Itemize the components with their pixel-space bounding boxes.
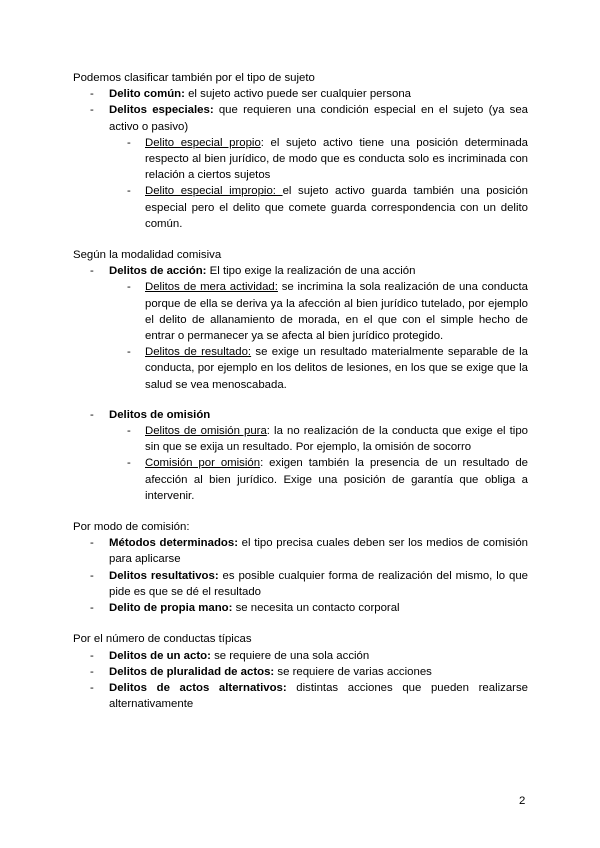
item-text: el tipo precisa cuales deben ser los medios de comisión para aplicarse	[109, 537, 528, 566]
list-item	[73, 263, 528, 279]
dash-bullet: -	[90, 104, 94, 117]
sub-item-term: Delitos de omisión pura	[145, 425, 267, 438]
list-item	[73, 680, 528, 712]
item-text: El tipo exige la realización de una acción	[206, 265, 416, 278]
section-heading: Por el número de conductas típicas	[73, 633, 252, 646]
dash-bullet: -	[90, 569, 94, 582]
sub-list-item	[73, 455, 528, 504]
bullet-list	[73, 407, 528, 504]
dash-bullet: -	[127, 457, 131, 470]
sub-item-term: Comisión por omisión	[145, 457, 261, 470]
item-term: Métodos determinados:	[109, 537, 238, 550]
dash-bullet: -	[90, 265, 94, 278]
list-item	[73, 664, 528, 680]
item-text: el sujeto activo puede ser cualquier persona	[184, 88, 411, 101]
item-text: es posible cualquier forma de realización del mismo, lo que pide es que se dé el resultado	[109, 569, 529, 598]
dash-bullet: -	[90, 665, 94, 678]
item-text: se requiere de varias acciones	[274, 665, 432, 678]
list-item	[73, 102, 528, 134]
list-item	[73, 535, 528, 567]
dash-bullet: -	[90, 649, 94, 662]
item-text: distintas acciones que pueden realizarse alternativamente	[109, 681, 528, 711]
item-text: se requiere de una sola acción	[210, 649, 370, 662]
section-numero-de-conductas	[73, 631, 528, 712]
dash-bullet: -	[90, 537, 94, 550]
section-modalidad-comisiva	[73, 247, 528, 504]
dash-bullet: -	[90, 602, 94, 615]
item-term: Delitos de pluralidad de actos:	[109, 665, 275, 678]
sub-list-item	[73, 344, 528, 393]
list-item	[73, 600, 528, 616]
sub-item-text: : la no realización de la conducta que exige el tipo sin que se exija un resultado. Por ejemplo, la omisión de socorro	[145, 425, 529, 454]
sub-list-item	[73, 183, 528, 232]
dash-bullet: -	[127, 185, 131, 198]
page-number: 2	[519, 795, 526, 807]
list-item	[73, 407, 528, 423]
sub-item-term: Delitos de resultado:	[145, 346, 252, 359]
sub-item-term: Delito especial propio	[145, 136, 261, 149]
bullet-list	[73, 263, 528, 393]
dash-bullet: -	[90, 681, 94, 694]
dash-bullet: -	[90, 88, 94, 101]
dash-bullet: -	[90, 408, 94, 421]
item-term: Delitos de omisión	[109, 408, 211, 421]
section-tipo-de-sujeto	[73, 70, 528, 232]
dash-bullet: -	[127, 136, 131, 149]
dash-bullet: -	[127, 346, 131, 359]
spacer	[73, 393, 528, 407]
item-term: Delitos resultativos:	[109, 569, 219, 582]
sub-item-text: el sujeto activo guarda también una posición especial pero el delito que comete guarda correspondencia con un delito común.	[145, 185, 528, 230]
item-term: Delitos de acción:	[109, 265, 207, 278]
sub-item-term: Delito especial impropio:	[145, 185, 283, 198]
item-text: se necesita un contacto corporal	[232, 602, 400, 615]
item-term: Delitos especiales:	[109, 104, 214, 117]
sub-list-item	[73, 279, 528, 344]
item-term: Delitos de un acto:	[109, 649, 211, 662]
sub-list-item	[73, 423, 528, 455]
section-heading: Según la modalidad comisiva	[73, 249, 222, 262]
sub-item-text: se incrimina la sola realización de una conducta porque de ella se deriva ya la afección al bien jurídico tutelado, por ejemplo el delito de allanamiento de morada, en el que con el simple hecho de entrar o permanecer ya se afecta al bien jurídico protegido.	[145, 281, 528, 343]
sub-item-term: Delitos de mera actividad:	[145, 281, 278, 294]
list-item	[73, 86, 528, 102]
list-item	[73, 648, 528, 664]
section-modo-de-comision	[73, 519, 528, 616]
bullet-list	[73, 535, 528, 616]
item-term: Delitos de actos alternativos:	[109, 681, 287, 694]
bullet-list	[73, 86, 528, 232]
sub-item-text: : exigen también la presencia de un resultado de afección al bien jurídico. Exige una posición de garantía que obliga a intervenir.	[145, 457, 528, 502]
section-heading: Por modo de comisión:	[73, 521, 190, 534]
bullet-list	[73, 648, 528, 713]
section-heading: Podemos clasificar también por el tipo de sujeto	[73, 72, 315, 84]
list-item	[73, 568, 528, 600]
item-term: Delito común:	[109, 88, 185, 101]
dash-bullet: -	[127, 281, 131, 294]
dash-bullet: -	[127, 425, 131, 438]
sub-item-text: se exige un resultado materialmente separable de la conducta, por ejemplo en los delitos de lesiones, en los que se exige que la salud se vea menoscabada.	[145, 346, 529, 391]
sub-item-text: : el sujeto activo tiene una posición determinada respecto al bien jurídico, de modo que es conducta solo es incriminada con relación a ciertos sujetos	[145, 136, 528, 182]
sub-list-item	[73, 135, 528, 184]
item-term: Delito de propia mano:	[109, 602, 233, 615]
item-text: que requieren una condición especial en el sujeto (ya sea activo o pasivo)	[109, 104, 528, 133]
document-body	[73, 70, 528, 727]
